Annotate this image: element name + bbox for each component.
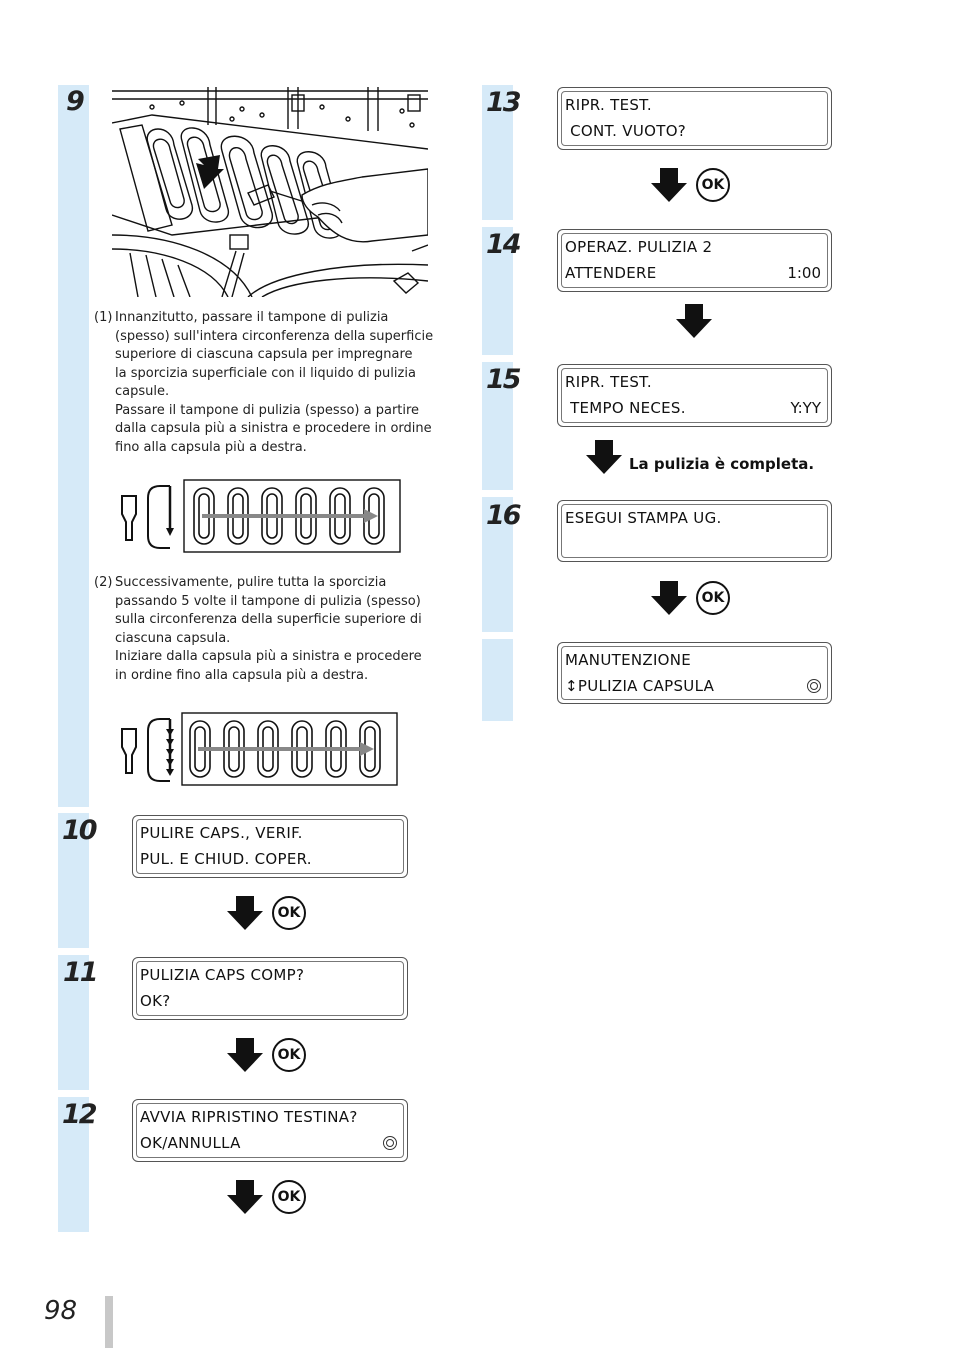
lcd-display-step-13 (557, 87, 832, 150)
para-2-line: Iniziare dalla capsula più a sinistra e procedere (115, 649, 422, 664)
para-1-line: fino alla capsula più a destra. (115, 439, 307, 455)
para-1-line: superiore di ciascuna capsula per impregnare (115, 347, 413, 362)
step-number-14: 14 (486, 229, 520, 260)
ok-button[interactable]: OK (696, 581, 730, 615)
page-number-divider (105, 1296, 113, 1348)
lcd-display-final (557, 642, 832, 704)
cleaning-complete-label: La pulizia è completa. (629, 455, 815, 473)
down-arrow-icon (676, 304, 712, 338)
ok-button[interactable]: OK (696, 168, 730, 202)
down-arrow-icon (586, 440, 622, 474)
lcd-display-step-16 (557, 500, 832, 562)
lcd-line-2: ↕PULIZIA CAPSULA (565, 677, 715, 695)
page-number: 98 (44, 1296, 78, 1326)
step-number-15: 15 (486, 364, 520, 395)
down-arrow-icon (227, 1180, 263, 1214)
lcd-line-2: OK? (140, 992, 171, 1010)
para-2-line: Successivamente, pulire tutta la sporcizia (115, 575, 387, 590)
confirm-ring-icon (807, 679, 821, 693)
lcd-line-2 (565, 535, 821, 555)
lcd-display-step-12 (132, 1099, 408, 1162)
lcd-line-1: RIPR. TEST. (565, 96, 652, 114)
para-1-line: la sporcizia superficiale con il liquido di pulizia (115, 365, 416, 381)
down-arrow-icon (651, 168, 687, 202)
lcd-line-2: PUL. E CHIUD. COPER. (140, 850, 312, 868)
para-2-line: in ordine fino alla capsula più a destra. (115, 667, 369, 683)
lcd-line-2: ATTENDERE (565, 264, 657, 282)
lcd-line-1: RIPR. TEST. (565, 373, 652, 391)
step-9-bar (58, 85, 89, 807)
para-2-line: ciascuna capsula. (115, 630, 231, 646)
down-arrow-icon (651, 581, 687, 615)
lcd-display-step-11 (132, 957, 408, 1020)
lcd-display-step-14 (557, 229, 832, 292)
confirm-ring-icon (383, 1136, 397, 1150)
lcd-line-2: CONT. VUOTO? (565, 122, 687, 140)
ok-button[interactable]: OK (272, 1038, 306, 1072)
paragraph-2-number: (2) (94, 575, 113, 590)
step-number-16: 16 (486, 500, 520, 531)
lcd-line-1: AVVIA RIPRISTINO TESTINA? (140, 1108, 358, 1126)
step-9-paragraph-1 (94, 309, 439, 457)
para-2-line: sulla circonferenza della superficie superiore di (115, 612, 422, 627)
lcd-line-1: MANUTENZIONE (565, 651, 692, 669)
step-number-13: 13 (486, 87, 520, 118)
step-number-11: 11 (63, 957, 97, 988)
para-1-line: Passare il tampone di pulizia (spesso) a partire (115, 402, 420, 418)
step-number-9: 9 (66, 86, 83, 117)
lcd-line-2: TEMPO NECES. (565, 399, 686, 417)
final-bar (482, 639, 513, 721)
ok-button[interactable]: OK (272, 896, 306, 930)
lcd-line-2: OK/ANNULLA (140, 1134, 241, 1152)
para-1-line: Innanzitutto, passare il tampone di pulizia (115, 310, 389, 325)
para-2-line: passando 5 volte il tampone di pulizia (spesso) (115, 593, 421, 609)
lcd-display-step-10 (132, 815, 408, 878)
single-pass-cap-diagram (118, 478, 402, 554)
para-1-line: capsule. (115, 384, 170, 399)
ok-button[interactable]: OK (272, 1180, 306, 1214)
step-9-paragraph-2 (94, 574, 439, 685)
lcd-line-1: PULIRE CAPS., VERIF. (140, 824, 303, 842)
step-number-12: 12 (62, 1099, 96, 1130)
lcd-time-needed: Y:YY (790, 399, 821, 417)
lcd-line-1: PULIZIA CAPS COMP? (140, 966, 305, 984)
paragraph-1-number: (1) (94, 310, 113, 325)
capping-station-illustration (112, 85, 428, 297)
step-number-10: 10 (62, 815, 96, 846)
five-pass-cap-diagram (118, 711, 402, 787)
lcd-line-1: ESEGUI STAMPA UG. (565, 509, 722, 527)
para-1-line: dalla capsula più a sinistra e procedere in ordine (115, 421, 432, 436)
lcd-line-1: OPERAZ. PULIZIA 2 (565, 238, 713, 256)
para-1-line: (spesso) sull'intera circonferenza della superficie (115, 328, 434, 344)
down-arrow-icon (227, 896, 263, 930)
lcd-display-step-15 (557, 364, 832, 427)
down-arrow-icon (227, 1038, 263, 1072)
lcd-timer: 1:00 (787, 264, 821, 282)
